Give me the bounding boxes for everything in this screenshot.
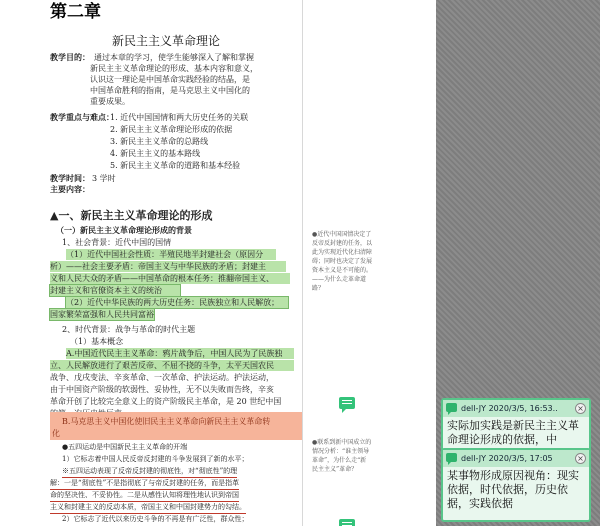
comment-author: dell-JY 2020/3/5, 16:53..: [461, 404, 558, 413]
objective-line: 通过本章的学习，使学生能够深入了解和掌握: [94, 53, 254, 62]
comment-icon[interactable]: [339, 397, 355, 409]
objective-line: 认识这一理论是中国革命实践经验的结晶，是: [90, 75, 250, 84]
margin-note: ●近代中国国情决定了反帝反封建的任务，以此为实现近代化扫清障碍；同时也决定了发展资本主义是不可能的。——为什么走革命道路？: [312, 231, 373, 292]
focus-item: 3. 新民主主义革命的总路线: [110, 137, 209, 146]
highlighted-line[interactable]: 立、人民解放进行了艰苦反帝、不屈不挠的斗争，太平天国农民: [50, 360, 294, 371]
close-icon[interactable]: ×: [575, 453, 586, 464]
comment-text[interactable]: 某事物形成原因视角：现实依据，时代依据，历史依据，实践依据: [447, 469, 579, 510]
band-line: 化: [52, 429, 60, 438]
body-line: 1）它标志着中国人民反帝反封建的斗争发展到了新的水平；: [62, 455, 249, 463]
band-line: B.马克思主义中国化使旧民主主义革命向新民主主义革命转: [62, 417, 271, 426]
hours-value: 3 学时: [92, 174, 116, 183]
highlighted-line[interactable]: 国家繁荣富强和人民共同富裕: [50, 310, 154, 319]
body-line: 革命开创了比较完全意义上的资产阶级民主革命，是 20 世纪中国: [50, 397, 282, 406]
objective-label: 教学目的：: [50, 52, 90, 62]
highlighted-line[interactable]: （1）近代中国社会性质：半殖民地半封建社会（原因分: [66, 249, 276, 260]
comment-header: [443, 400, 589, 417]
body-line: 2）它标志了近代以来历史斗争的不再是有广泛性，群众性；: [62, 515, 249, 523]
heading-2: （一）新民主主义革命理论形成的背景: [56, 225, 192, 235]
comment-icon[interactable]: [339, 519, 355, 526]
body-line: ●五四运动是中国新民主主义革命的开端: [62, 443, 188, 451]
heading-1: ▲一、新民主主义革命理论的形成: [50, 209, 213, 222]
highlighted-line[interactable]: 封建主义和官僚资本主义的统治: [50, 285, 180, 296]
comment-author: dell-JY 2020/3/5, 17:05: [461, 454, 553, 463]
close-icon[interactable]: ×: [575, 403, 586, 414]
subheading: 1、社会背景：近代中国的国情: [62, 238, 172, 247]
focus-label: 教学重点与难点：: [50, 112, 114, 122]
margin-note: ●联系到新中国成立的情况分析：“谁主领导革命”，为什么走“新民主主义”革命？: [312, 439, 372, 473]
underlined-line[interactable]: 主义和封建主义的反动本质，帝国主义和中国封建势力的勾结。: [50, 502, 246, 514]
content-label: 主要内容：: [50, 184, 90, 194]
comment-icon: [446, 453, 457, 462]
underlined-line[interactable]: 解：一是“彻底性”不是指彻底了与帝反封建的任务，而是指革: [50, 478, 239, 490]
comment-icon: [446, 403, 457, 412]
body-line: 战争、戊戌变法、辛亥革命、一次革命、护法运动。护法运动，: [50, 373, 274, 382]
comment-text[interactable]: 实际加实践是新民主主义革命理论形成的依据，中: [447, 419, 579, 446]
section-title: 新民主主义革命理论: [112, 34, 221, 48]
highlighted-line[interactable]: 析）——社会主要矛盾：帝国主义与中华民族的矛盾；封建主: [50, 261, 286, 272]
comment-header: [443, 450, 589, 467]
chapter-heading: 第二章: [50, 2, 101, 22]
highlighted-line[interactable]: A.中国近代民主主义革命：鸦片战争后，中国人民为了民族独: [66, 348, 294, 359]
highlighted-line[interactable]: 义和人民大众的矛盾——中国革命的根本任务：推翻帝国主义、: [50, 273, 290, 284]
focus-item: 1. 近代中国国情和两大历史任务的关联: [110, 113, 249, 122]
comment-card[interactable]: [441, 448, 591, 522]
underlined-line[interactable]: ※五四运动表现了反帝反封建的彻底性，对“彻底性”的理: [62, 466, 237, 478]
focus-item: 5. 新民主主义革命的道路和基本经验: [110, 161, 241, 170]
hours-label: 教学时间：: [50, 173, 90, 183]
subheading: （1）基本概念: [70, 337, 124, 346]
focus-item: 2. 新民主主义革命理论形成的依据: [110, 125, 233, 134]
focus-item: 4. 新民主主义的基本路线: [110, 149, 201, 158]
objective-line: 新民主主义革命理论的形成、基本内容和意义，: [90, 64, 258, 73]
highlighted-line[interactable]: （2）近代中华民族的两大历史任务：民族独立和人民解放；: [66, 297, 288, 308]
objective-line: 重要成果。: [90, 97, 130, 106]
objective-line: 中国革命胜利的指南，是马克思主义中国化的: [90, 86, 250, 95]
underlined-line[interactable]: 命的坚决性、不妥协性。二是从感性认知将理性地认识到帝国: [50, 490, 239, 502]
subheading: 2、时代背景：战争与革命的时代主题: [62, 325, 196, 334]
body-line: 由于中国资产阶级的软弱性、妥协性，无不以失败而告终，辛亥: [50, 385, 274, 394]
